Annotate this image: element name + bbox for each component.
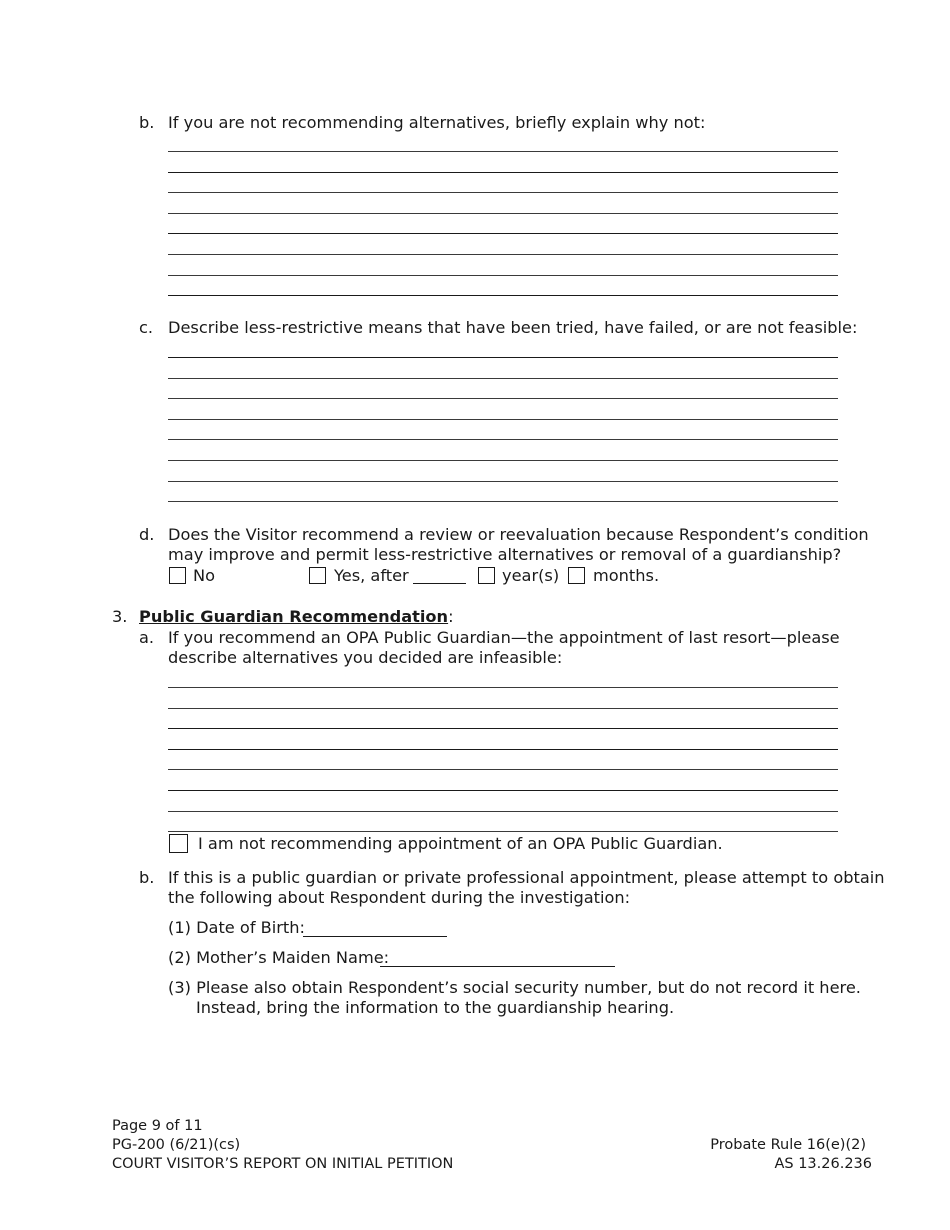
mothers-maiden-name-label: (2) Mother’s Maiden Name: — [168, 948, 390, 967]
yes-after-duration-field[interactable] — [413, 583, 466, 584]
months-checkbox[interactable] — [568, 567, 585, 584]
footer-page-number: Page 9 of 11 — [112, 1118, 203, 1134]
answer-line[interactable] — [168, 295, 838, 296]
date-of-birth-label: (1) Date of Birth: — [168, 918, 305, 937]
answer-line[interactable] — [168, 233, 838, 234]
answer-line[interactable] — [168, 192, 838, 193]
ssn-instruction-line2: Instead, bring the information to the guardianship hearing. — [196, 998, 675, 1017]
item-3a-question-line2: describe alternatives you decided are infeasible: — [168, 648, 563, 667]
answer-line[interactable] — [168, 687, 838, 688]
answer-line[interactable] — [168, 357, 838, 358]
answer-line[interactable] — [168, 749, 838, 750]
answer-line[interactable] — [168, 460, 838, 461]
no-checkbox[interactable] — [169, 567, 186, 584]
months-label: months. — [593, 566, 660, 585]
years-checkbox[interactable] — [478, 567, 495, 584]
answer-line[interactable] — [168, 728, 838, 729]
answer-line[interactable] — [168, 398, 838, 399]
mothers-maiden-name-field[interactable] — [380, 966, 615, 967]
answer-line[interactable] — [168, 501, 838, 502]
answer-line[interactable] — [168, 172, 838, 173]
answer-line[interactable] — [168, 708, 838, 709]
item-c-marker: c. — [139, 318, 154, 337]
not-recommending-opa-label: I am not recommending appointment of an OPA Public Guardian. — [198, 834, 723, 853]
section-3-heading-colon: : — [448, 607, 454, 626]
footer-statute: AS 13.26.236 — [774, 1156, 872, 1172]
date-of-birth-field[interactable] — [303, 936, 447, 937]
item-b-question: If you are not recommending alternatives, briefly explain why not: — [168, 113, 706, 132]
footer-form-code: PG-200 (6/21)(cs) — [112, 1137, 241, 1153]
yes-after-label: Yes, after — [334, 566, 409, 585]
answer-line[interactable] — [168, 811, 838, 812]
answer-line[interactable] — [168, 419, 838, 420]
item-d-marker: d. — [139, 525, 155, 544]
ssn-instruction-line1: (3) Please also obtain Respondent’s social security number, but do not record it here. — [168, 978, 861, 997]
years-label: year(s) — [502, 566, 560, 585]
item-c-question: Describe less-restrictive means that have been tried, have failed, or are not feasible: — [168, 318, 858, 337]
answer-line[interactable] — [168, 151, 838, 152]
answer-line[interactable] — [168, 790, 838, 791]
item-3b-question-line2: the following about Respondent during the investigation: — [168, 888, 631, 907]
item-b-marker: b. — [139, 113, 155, 132]
item-3a-marker: a. — [139, 628, 155, 647]
answer-line[interactable] — [168, 831, 838, 832]
not-recommending-opa-checkbox[interactable] — [169, 834, 188, 853]
answer-line[interactable] — [168, 254, 838, 255]
item-3b-question-line1: If this is a public guardian or private professional appointment, please attempt to obtain — [168, 868, 885, 887]
answer-line[interactable] — [168, 439, 838, 440]
answer-line[interactable] — [168, 378, 838, 379]
section-3-marker: 3. — [112, 607, 128, 626]
answer-line[interactable] — [168, 275, 838, 276]
item-3b-marker: b. — [139, 868, 155, 887]
section-3-heading-wrap — [139, 607, 454, 628]
yes-after-checkbox[interactable] — [309, 567, 326, 584]
item-3a-question-line1: If you recommend an OPA Public Guardian—the appointment of last resort—please — [168, 628, 840, 647]
item-d-question-line2: may improve and permit less-restrictive alternatives or removal of a guardianship? — [168, 545, 842, 564]
answer-line[interactable] — [168, 213, 838, 214]
answer-line[interactable] — [168, 769, 838, 770]
item-d-question-line1: Does the Visitor recommend a review or reevaluation because Respondent’s condition — [168, 525, 869, 544]
footer-probate-rule: Probate Rule 16(e)(2) — [710, 1137, 866, 1153]
footer-form-title: COURT VISITOR’S REPORT ON INITIAL PETITION — [112, 1156, 454, 1172]
section-3-heading: Public Guardian Recommendation — [139, 607, 449, 626]
no-label: No — [193, 566, 216, 585]
answer-line[interactable] — [168, 481, 838, 482]
